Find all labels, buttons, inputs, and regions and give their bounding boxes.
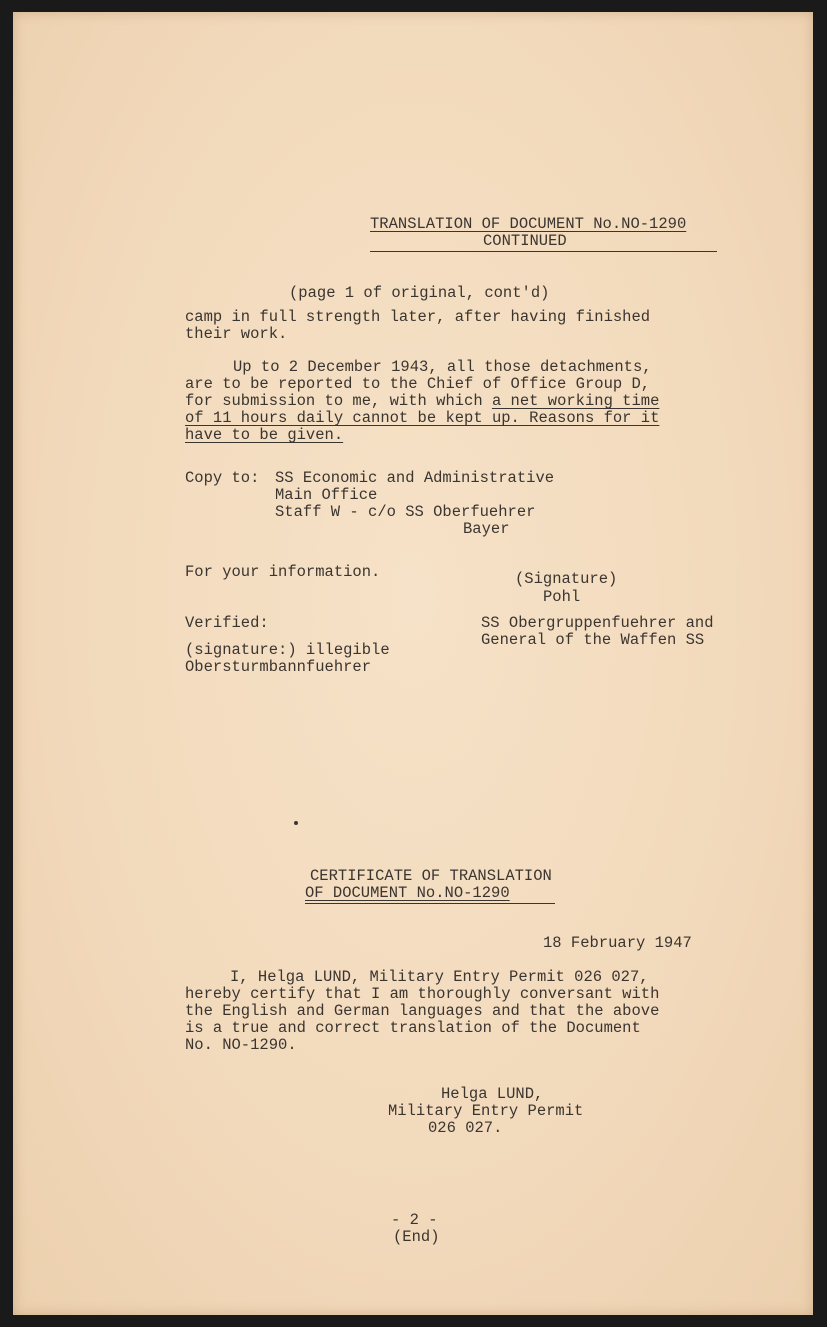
certificate-text-line-1: I, Helga LUND, Military Entry Permit 026 027, bbox=[230, 968, 649, 986]
paragraph-1-line-2: their work. bbox=[185, 325, 288, 343]
page-note: (page 1 of original, cont'd) bbox=[289, 284, 550, 302]
copy-to-line-3: Staff W - c/o SS Oberfuehrer bbox=[275, 503, 536, 521]
signer-rank-line-2: General of the Waffen SS bbox=[481, 631, 705, 649]
signature-note: (Signature) bbox=[515, 570, 618, 588]
certificate-title-line-1: CERTIFICATE OF TRANSLATION bbox=[310, 867, 552, 885]
paragraph-2-line-4: of 11 hours daily cannot be kept up. Reasons for it bbox=[185, 409, 660, 427]
paragraph-2-line-3-underlined: a net working time bbox=[491, 392, 660, 410]
certifier-permit-label: Military Entry Permit bbox=[388, 1102, 584, 1120]
certificate-date: 18 February 1947 bbox=[543, 934, 692, 952]
paragraph-1-line-1: camp in full strength later, after having finished bbox=[185, 308, 651, 326]
ink-dot bbox=[294, 821, 298, 825]
certificate-title-line-2: OF DOCUMENT No.NO-1290 bbox=[305, 884, 510, 902]
certificate-text-line-2: hereby certify that I am thoroughly conversant with bbox=[185, 985, 660, 1003]
copy-to-line-1: SS Economic and Administrative bbox=[275, 469, 555, 487]
copy-to-line-2: Main Office bbox=[275, 486, 378, 504]
page-number: - 2 - bbox=[391, 1211, 438, 1229]
certificate-text-line-3: the English and German languages and that the above bbox=[185, 1002, 660, 1020]
verified-label: Verified: bbox=[185, 614, 269, 632]
paragraph-2-line-3-start: for submission to me, with which bbox=[185, 392, 492, 410]
signature-name: Pohl bbox=[543, 588, 581, 606]
copy-to-label: Copy to: bbox=[185, 469, 260, 487]
information-line: For your information. bbox=[185, 563, 381, 581]
header-underline bbox=[370, 251, 717, 252]
certifier-name: Helga LUND, bbox=[441, 1085, 544, 1103]
end-mark: (End) bbox=[393, 1228, 440, 1246]
paragraph-2-line-1: Up to 2 December 1943, all those detachments, bbox=[233, 358, 652, 376]
certificate-text-line-4: is a true and correct translation of the Document bbox=[185, 1019, 641, 1037]
paragraph-2-line-5: have to be given. bbox=[185, 426, 344, 444]
certificate-text-line-5: No. NO-1290. bbox=[185, 1036, 297, 1054]
certifier-permit-number: 026 027. bbox=[428, 1119, 503, 1137]
header-title-line2: CONTINUED bbox=[483, 232, 567, 250]
paragraph-2-line-2: are to be reported to the Chief of Office Group D, bbox=[185, 375, 651, 393]
verified-signature: (signature:) illegible bbox=[185, 641, 390, 659]
certificate-underline bbox=[305, 903, 555, 904]
document-page bbox=[13, 12, 813, 1315]
verified-rank: Obersturmbannfuehrer bbox=[185, 658, 372, 676]
header-title-line1: TRANSLATION OF DOCUMENT No.NO-1290 bbox=[370, 215, 687, 233]
copy-to-line-4: Bayer bbox=[463, 520, 510, 538]
paragraph-2-line-3 bbox=[185, 393, 659, 410]
signer-rank-line-1: SS Obergruppenfuehrer and bbox=[481, 614, 714, 632]
